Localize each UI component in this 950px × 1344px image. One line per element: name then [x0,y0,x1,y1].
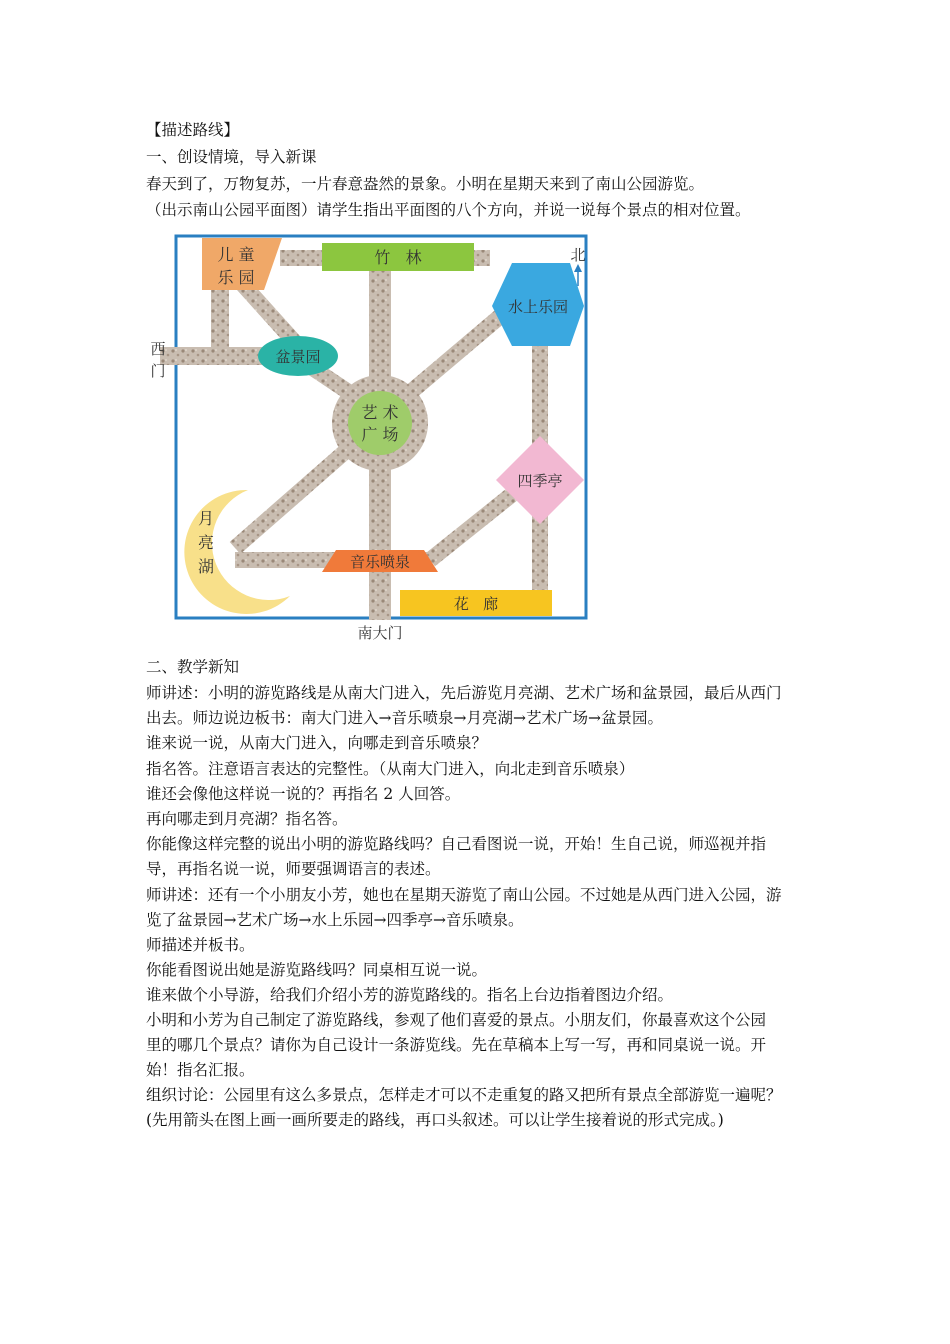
body-line: 组织讨论：公园里有这么多景点，怎样走才可以不走重复的路又把所有景点全部游览一遍呢？ [146,1086,782,1104]
art-plaza-label-2: 广 场 [361,425,399,444]
body-line: 导，再指名说一说，师要强调语言的表述。 [146,860,441,878]
body-line: 你能看图说出她是游览路线吗？同桌相互说一说。 [146,961,488,979]
west-gate-label-1: 西 [150,340,166,358]
body-line: 你能像这样完整的说出小明的游览路线吗？自己看图说一说，开始！生自己说，师巡视并指 [146,835,767,853]
body-line: 指名答。注意语言表达的完整性。（从南大门进入，向北走到音乐喷泉） [146,760,635,778]
body-line: 出去。师边说边板书：南大门进入→音乐喷泉→月亮湖→艺术广场→盆景园。 [146,709,663,727]
body-line: 谁来说一说，从南大门进入，向哪走到音乐喷泉？ [146,734,488,752]
part1-heading: 一、创设情境，导入新课 [146,148,317,166]
children-park-label-1: 儿 童 [217,245,255,264]
art-plaza [348,391,412,455]
pavilion-label: 四季亭 [517,472,563,490]
moon-lake-label-3: 湖 [197,557,215,576]
body-line: 师讲述：还有一个小朋友小芳，她也在星期天游览了南山公园。不过她是从西门进入公园，游 [146,886,782,904]
paragraph-map-intro: （出示南山公园平面图）请学生指出平面图的八个方向，并说一说每个景点的相对位置。 [146,201,751,219]
body-line: 小明和小芳为自己制定了游览路线，参观了他们喜爱的景点。小朋友们，你最喜欢这个公园 [146,1011,767,1029]
flower-corridor [400,590,552,616]
bonsai-label: 盆景园 [275,348,321,366]
body-line: 谁来做个小导游，给我们介绍小芳的游览路线的。指名上台边指着图边介绍。 [146,986,674,1004]
body-line: 谁还会像他这样说一说的？再指名 2 人回答。 [146,785,461,803]
body-line: 始！指名汇报。 [146,1061,255,1079]
bonsai-garden [258,336,338,376]
body-line: 里的哪几个景点？请你为自己设计一条游览线。先在草稿本上写一写，再和同桌说一说。开 [146,1036,767,1054]
water-park-label: 水上乐园 [507,298,569,316]
children-park-label-2: 乐 园 [217,268,255,287]
park-map [140,228,600,648]
body-line: (先用箭头在图上画一画所要走的路线，再口头叙述。可以让学生接着说的形式完成。) [146,1111,724,1129]
body-line: 师描述并板书。 [146,936,255,954]
body-line: 再向哪走到月亮湖？指名答。 [146,810,348,828]
north-label: 北 [570,246,586,264]
section-heading: 【描述路线】 [146,121,240,139]
corridor-label: 花 廊 [453,595,499,613]
south-gate-label: 南大门 [357,624,403,642]
art-plaza-label-1: 艺 术 [361,403,399,422]
music-fountain [322,550,438,572]
bamboo-label: 竹 林 [374,248,422,267]
moon-lake-label-2: 亮 [197,533,215,552]
paragraph-spring: 春天到了，万物复苏，一片春意盎然的景象。小明在星期天来到了南山公园游览。 [146,175,705,193]
fountain-label: 音乐喷泉 [349,553,411,571]
body-line: 览了盆景园→艺术广场→水上乐园→四季亭→音乐喷泉。 [146,911,524,929]
part2-heading: 二、教学新知 [146,658,240,676]
moon-lake-label-1: 月 [197,509,215,528]
body-line: 师讲述：小明的游览路线是从南大门进入，先后游览月亮湖、艺术广场和盆景园，最后从西门 [146,684,782,702]
bamboo-forest [322,243,474,271]
west-gate-label-2: 门 [150,362,166,380]
